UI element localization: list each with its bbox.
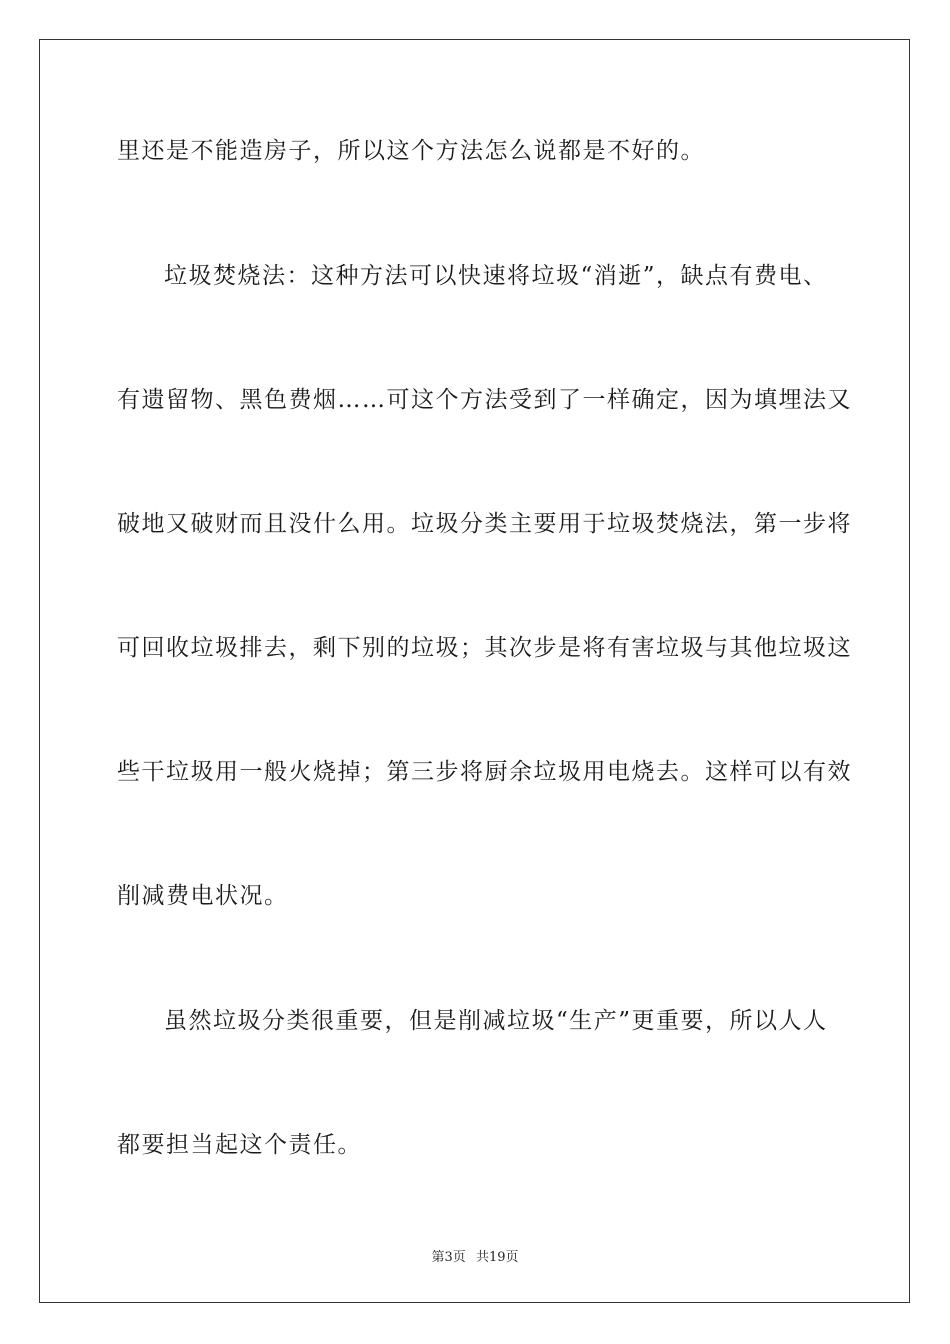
text-line: 都要担当起这个责任。 [117, 1132, 362, 1158]
page-number: 第3页 [431, 1250, 466, 1265]
text-line: 破地又破财而且没什么用。垃圾分类主要用于垃圾焚烧法，第一步将 [117, 511, 852, 537]
text-line: 虽然垃圾分类很重要，但是削减垃圾“生产”更重要，所以人人 [164, 1008, 828, 1034]
text-line: 可回收垃圾排去，剩下别的垃圾；其次步是将有害垃圾与其他垃圾这 [117, 635, 852, 661]
text-line: 有遗留物、黑色费烟……可这个方法受到了一样确定，因为填埋法又 [117, 387, 852, 413]
text-line: 里还是不能造房子，所以这个方法怎么说都是不好的。 [117, 138, 705, 164]
text-line: 些干垃圾用一般火烧掉；第三步将厨余垃圾用电烧去。这样可以有效 [117, 759, 852, 785]
page-border [39, 39, 910, 1303]
text-line: 削减费电状况。 [117, 883, 289, 909]
total-pages: 共19页 [475, 1250, 519, 1265]
text-line: 垃圾焚烧法：这种方法可以快速将垃圾“消逝”，缺点有费电、 [164, 263, 828, 289]
page-footer [0, 1246, 950, 1265]
